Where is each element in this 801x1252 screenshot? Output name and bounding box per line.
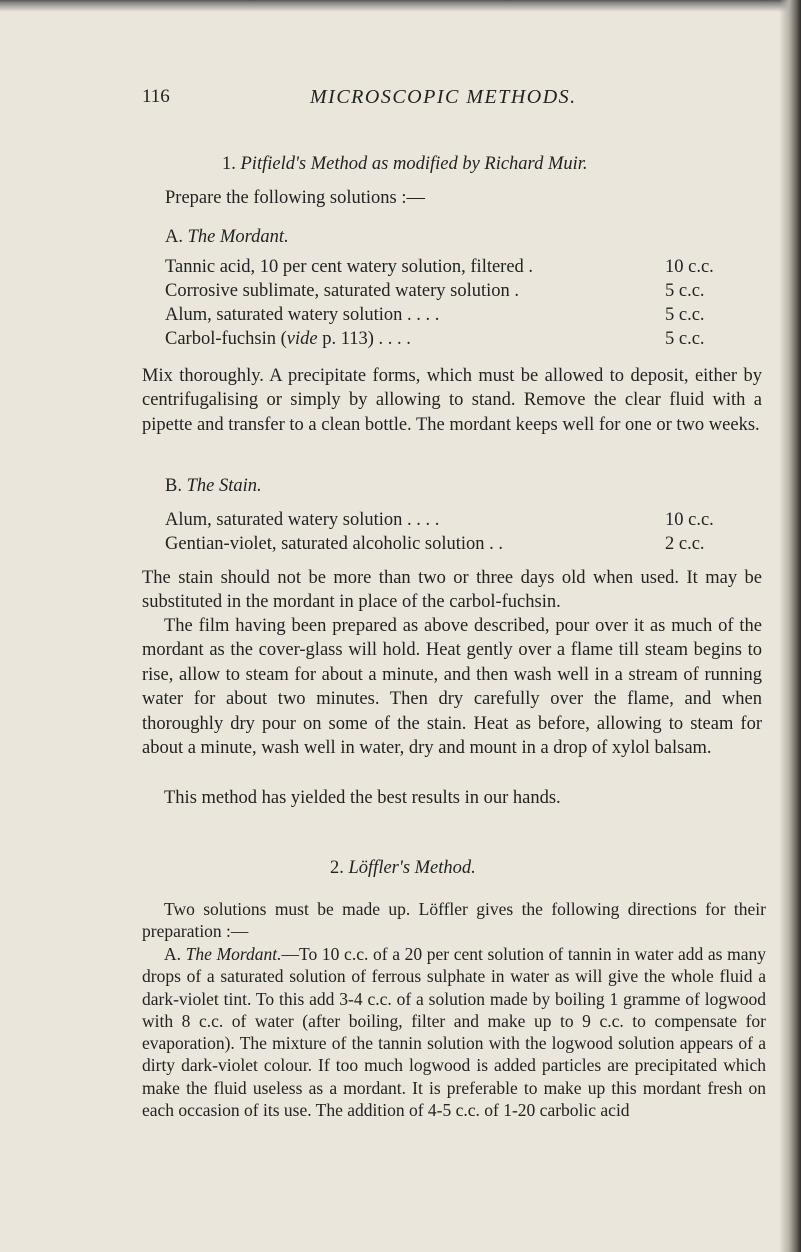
ingredient-qty: 5 c.c. (665, 329, 705, 349)
ingredient-name: Gentian-violet, saturated alcoholic solution . . (165, 534, 504, 554)
section-1-title: Pitfield's Method as modified by Richard Muir. (240, 154, 588, 174)
mordant-heading (165, 225, 289, 249)
mordant-instructions: Mix thoroughly. A precipitate forms, which must be allowed to deposit, either by centrifugalising or simply by allowing to stand. Remove the clear fluid with a pipette and transfer to a clean bottle. The mordant keeps well for one or two weeks. (142, 366, 762, 435)
ingredient-qty: 10 c.c. (665, 257, 714, 277)
ingredient-qty: 5 c.c. (665, 305, 705, 325)
ingredient-qty: 5 c.c. (665, 281, 705, 301)
ingredient-row (165, 532, 725, 556)
running-title: MICROSCOPIC METHODS. (310, 86, 577, 108)
mordant-title: The Mordant. (187, 227, 289, 247)
section-1-heading (222, 152, 588, 176)
stain-title: The Stain. (186, 476, 262, 496)
stain-paragraph-1: The stain should not be more than two or three days old when used. It may be substituted in the mordant in place of the carbol-fuchsin. (142, 568, 762, 613)
loffler-mordant-paragraph (142, 943, 766, 1121)
page-number: 116 (142, 86, 170, 107)
section-1-intro: Prepare the following solutions :— (165, 188, 425, 208)
ingredient-name: Carbol-fuchsin (vide p. 113) . . . . (165, 329, 411, 349)
loffler-mordant-text: —To 10 c.c. of a 20 per cent solution of tannin in water add as many drops of a saturated solution of ferrous sulphate in water as will give the whole fluid a dark-violet tint. To this add 3-4 c.c. of a solution made by boiling 1 gramme of logwood with 8 c.c. of water (after boiling, filter and make up to 9 c.c. to compensate for evaporation). The mixture of the tannin solution with the logwood solution appears of a dirty dark-violet colour. If too much logwood is added particles are precipitated which make the fluid useless as a mordant. It is preferable to make up this mordant fresh on each occasion of its use. The addition of 4-5 c.c. of 1-20 carbolic acid (142, 944, 766, 1121)
ingredient-name: Alum, saturated watery solution . . . . (165, 510, 440, 530)
section-2-heading (330, 856, 476, 880)
ingredient-name: Alum, saturated watery solution . . . . (165, 305, 440, 325)
ingredient-name: Tannic acid, 10 per cent watery solution, filtered . (165, 257, 534, 277)
section-1-number: 1. (222, 154, 236, 174)
section-2-number: 2. (330, 858, 344, 878)
stain-paragraph-2: The film having been prepared as above described, pour over it as much of the mordant as the cover-glass will hold. Heat gently over a flame till steam begins to rise, allow to steam for about a minute, and then wash well in a stream of running water for about two minutes. Then dry carefully over the flame, and when thoroughly dry pour on some of the stain. Heat as before, allowing to steam for about a minute, wash well in water, dry and mount in a drop of xylol balsam. (142, 616, 762, 759)
ingredient-qty: 10 c.c. (665, 510, 714, 530)
ingredient-row (165, 255, 725, 279)
ingredient-name: Corrosive sublimate, saturated watery solution . (165, 281, 519, 301)
vide-reference: vide (286, 329, 318, 349)
section-2-intro: Two solutions must be made up. Löffler gives the following directions for their preparation :— (142, 899, 766, 942)
ingredient-row (165, 303, 725, 327)
ingredient-row (165, 279, 725, 303)
stain-label: B. (165, 476, 182, 496)
running-header (0, 86, 801, 116)
stain-heading (165, 474, 262, 498)
stain-paragraph-3: This method has yielded the best results in our hands. (164, 788, 561, 808)
section-2-title: Löffler's Method. (348, 858, 476, 878)
ingredient-row (165, 327, 725, 351)
loffler-mordant-label: A. (164, 944, 182, 964)
mordant-label: A. (165, 227, 183, 247)
loffler-mordant-title: The Mordant. (185, 944, 282, 964)
ingredient-row (165, 508, 725, 532)
ingredient-qty: 2 c.c. (665, 534, 705, 554)
